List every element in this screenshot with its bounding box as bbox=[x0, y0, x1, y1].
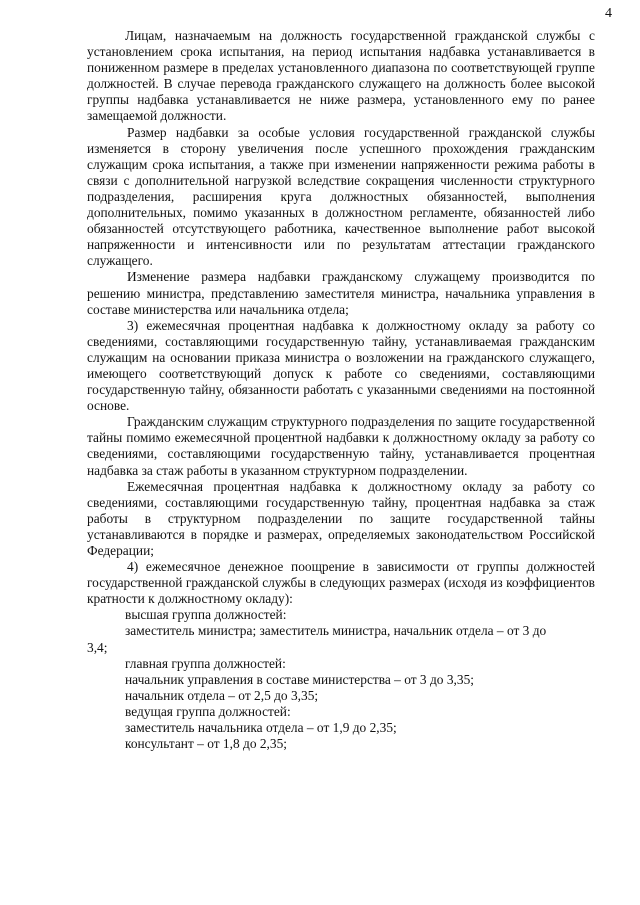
list-item-deputy-head-division: заместитель начальника отдела – от 1,9 до 2,35; bbox=[125, 720, 397, 736]
list-item-deputy-minister: заместитель министра; заместитель министра, начальник отдела – от 3 до bbox=[125, 623, 547, 639]
list-item-deputy-minister-cont: 3,4; bbox=[87, 639, 108, 655]
list-item-head-of-division: начальник отдела – от 2,5 до 3,35; bbox=[125, 687, 319, 703]
document-body bbox=[87, 28, 595, 752]
paragraph-state-secret-bonus: 3) ежемесячная процентная надбавка к должностному окладу за работу со сведениями, составляющими государственную тайну, устанавливаемая гражданским служащим на основании приказа министра о возложении на гражданского служащего, имеющего соответствующий допуск к работе со сведениями, составляющими государственную тайну, обязанности работать с указанными сведениями на постоянной основе. bbox=[87, 317, 595, 414]
list-item-main-group: главная группа должностей: bbox=[125, 655, 286, 671]
list-item-consultant: консультант – от 1,8 до 2,35; bbox=[125, 736, 288, 752]
paragraph-secret-unit-staff: Гражданским служащим структурного подразделения по защите государственной тайны помимо ежемесячной процентной надбавки к должностному окладу за работу со сведениями, составляющими государственную тайну, устанавливается процентная надбавка за стаж работы в указанном структурном подразделении. bbox=[87, 414, 595, 478]
paragraph-special-conditions: Размер надбавки за особые условия государственной гражданской службы изменяется в сторону увеличения после успешного прохождения гражданским служащим срока испытания, а также при изменении напряженности режима работы в связи с дополнительной нагрузкой вследствие сокращения численности структурного подразделения, расширения круга должностных обязанностей, выполнения дополнительных, помимо указанных в должностном регламенте, обязанностей либо обязанностей отсутствующего работника, качественное выполнение работ высокой напряженности и интенсивности или по результатам аттестации гражданского служащего. bbox=[87, 124, 595, 269]
paragraph-secret-bonus-order: Ежемесячная процентная надбавка к должностному окладу за работу со сведениями, составляющими государственную тайну, процентная надбавка за стаж работы в структурном подразделении по защите государственной тайны устанавливаются в порядке и размерах, определяемых законодательством Российской Федерации; bbox=[87, 478, 595, 558]
paragraph-probation: Лицам, назначаемым на должность государственной гражданской службы с установлением срока испытания, на период испытания надбавка устанавливается в пониженном размере в пределах установленного диапазона по соответствующей группе должностей. В случае перевода гражданского служащего на должность более высокой группы надбавка устанавливается не ниже размера, установленного ему по ранее замещаемой должности. bbox=[87, 28, 595, 124]
list-item-head-of-department: начальник управления в составе министерства – от 3 до 3,35; bbox=[125, 671, 474, 687]
page-number: 4 bbox=[605, 6, 612, 21]
list-item-leading-group: ведущая группа должностей: bbox=[125, 703, 291, 719]
paragraph-monthly-incentive: 4) ежемесячное денежное поощрение в зависимости от группы должностей государственной гражданской службы в следующих размерах (исходя из коэффициентов кратности к должностному окладу): bbox=[87, 559, 595, 607]
list-item-top-group: высшая группа должностей: bbox=[125, 607, 287, 623]
paragraph-change-decision: Изменение размера надбавки гражданскому служащему производится по решению министра, представлению заместителя министра, начальника управления в составе министерства или начальника отдела; bbox=[87, 269, 595, 317]
